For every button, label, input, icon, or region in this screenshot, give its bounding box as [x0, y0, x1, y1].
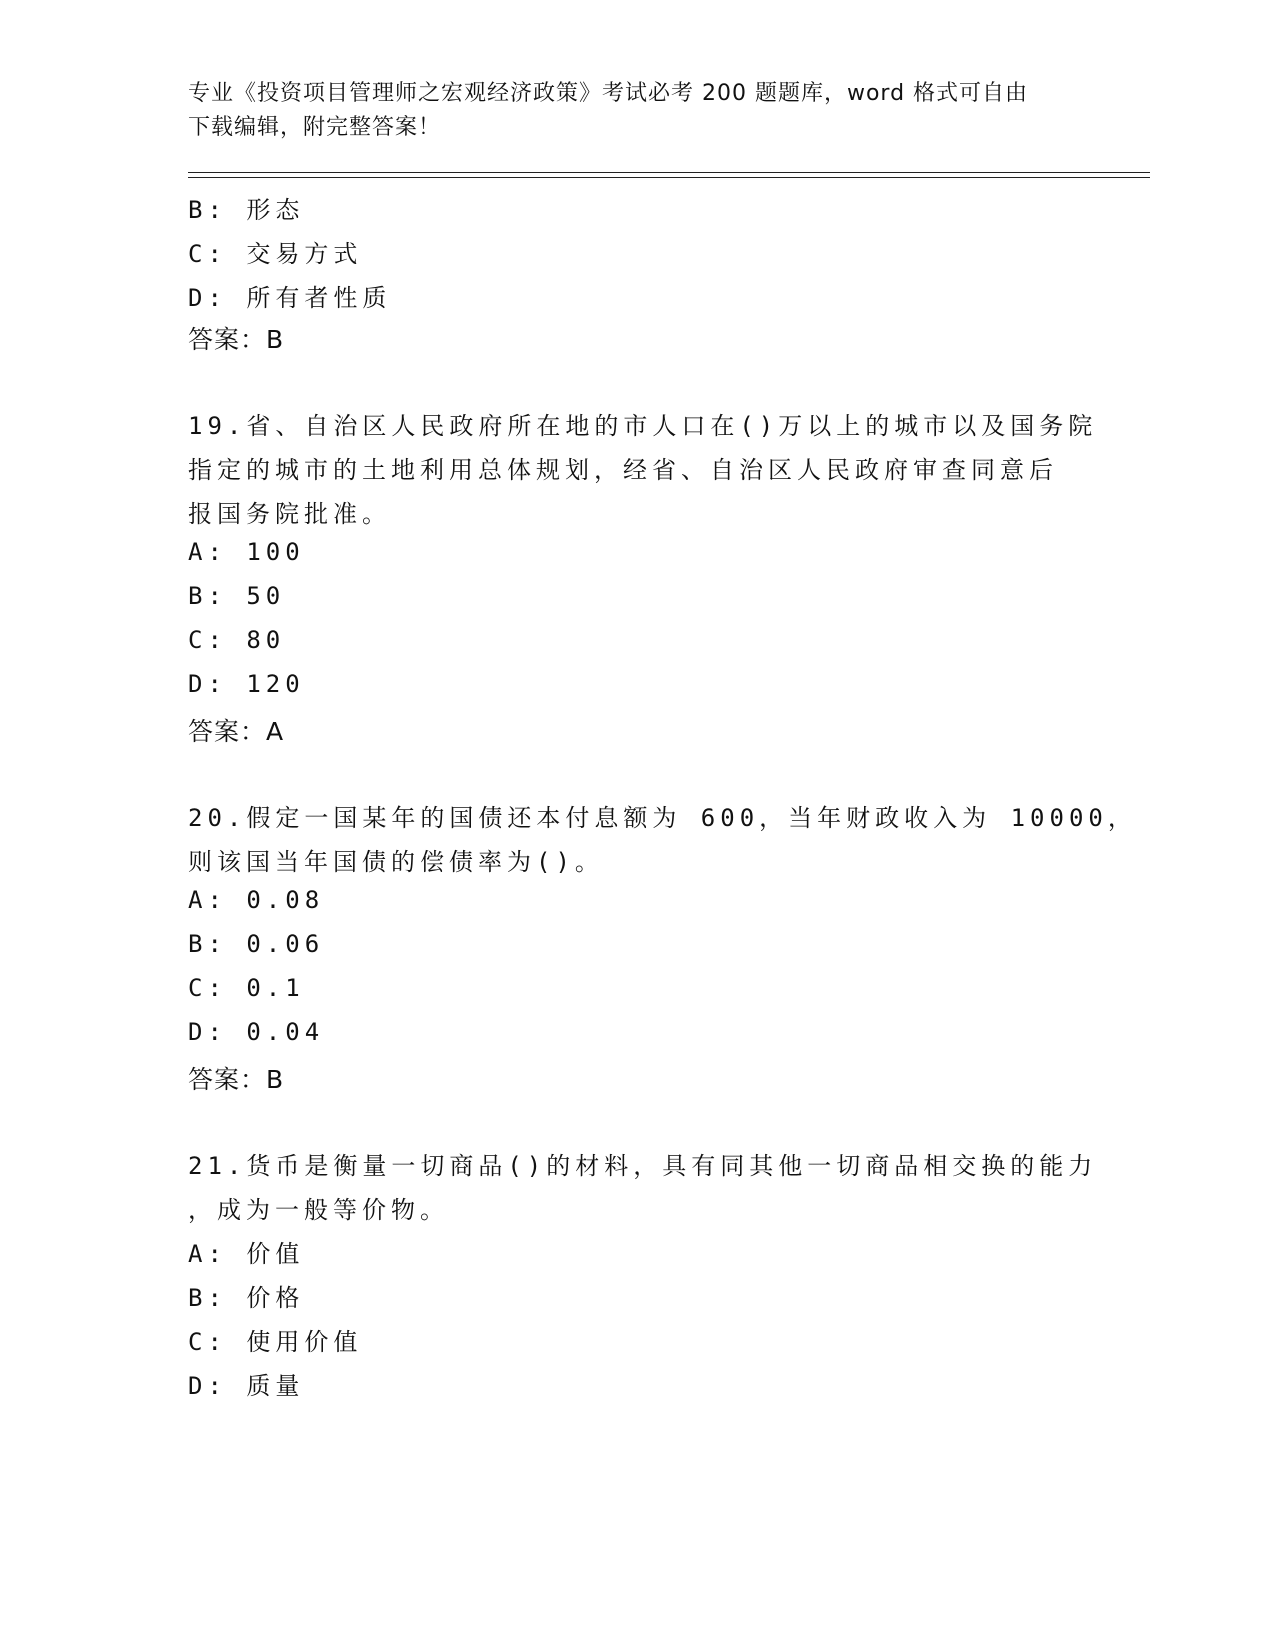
- option-d: D: 120: [188, 670, 305, 698]
- option-b: B: 形态: [188, 196, 305, 224]
- option-d: D: 0.04: [188, 1018, 325, 1046]
- question-stem-line: 指定的城市的土地利用总体规划，经省、自治区人民政府审查同意后: [188, 456, 1058, 484]
- answer: 答案：B: [188, 1065, 285, 1094]
- option-d: D: 所有者性质: [188, 284, 392, 312]
- answer: 答案：A: [188, 717, 285, 746]
- option-c: C: 0.1: [188, 974, 305, 1002]
- answer: 答案：B: [188, 325, 285, 354]
- question-stem-line: 报国务院批准。: [188, 500, 391, 528]
- question-stem-line: 则该国当年国债的偿债率为()。: [188, 848, 604, 876]
- option-c: C: 80: [188, 626, 286, 654]
- option-a: A: 0.08: [188, 886, 325, 914]
- question-stem-line: 19.省、自治区人民政府所在地的市人口在()万以上的城市以及国务院: [188, 412, 1098, 440]
- option-b: B: 50: [188, 582, 286, 610]
- option-d: D: 质量: [188, 1372, 305, 1400]
- option-b: B: 0.06: [188, 930, 325, 958]
- header-line-2: 下载编辑，附完整答案！: [188, 115, 442, 140]
- question-stem-line: ，成为一般等价物。: [188, 1196, 449, 1224]
- header-rule-bottom: [188, 177, 1150, 178]
- question-stem-line: 20.假定一国某年的国债还本付息额为 600，当年财政收入为 10000，: [188, 804, 1137, 832]
- option-b: B: 价格: [188, 1284, 305, 1312]
- header-rule-top: [188, 172, 1150, 173]
- option-c: C: 使用价值: [188, 1328, 363, 1356]
- option-a: A: 价值: [188, 1240, 305, 1268]
- header-line-1: 专业《投资项目管理师之宏观经济政策》考试必考 200 题题库，word 格式可自由: [188, 81, 1029, 106]
- option-a: A: 100: [188, 538, 305, 566]
- option-c: C: 交易方式: [188, 240, 363, 268]
- question-stem-line: 21.货币是衡量一切商品()的材料，具有同其他一切商品相交换的能力: [188, 1152, 1098, 1180]
